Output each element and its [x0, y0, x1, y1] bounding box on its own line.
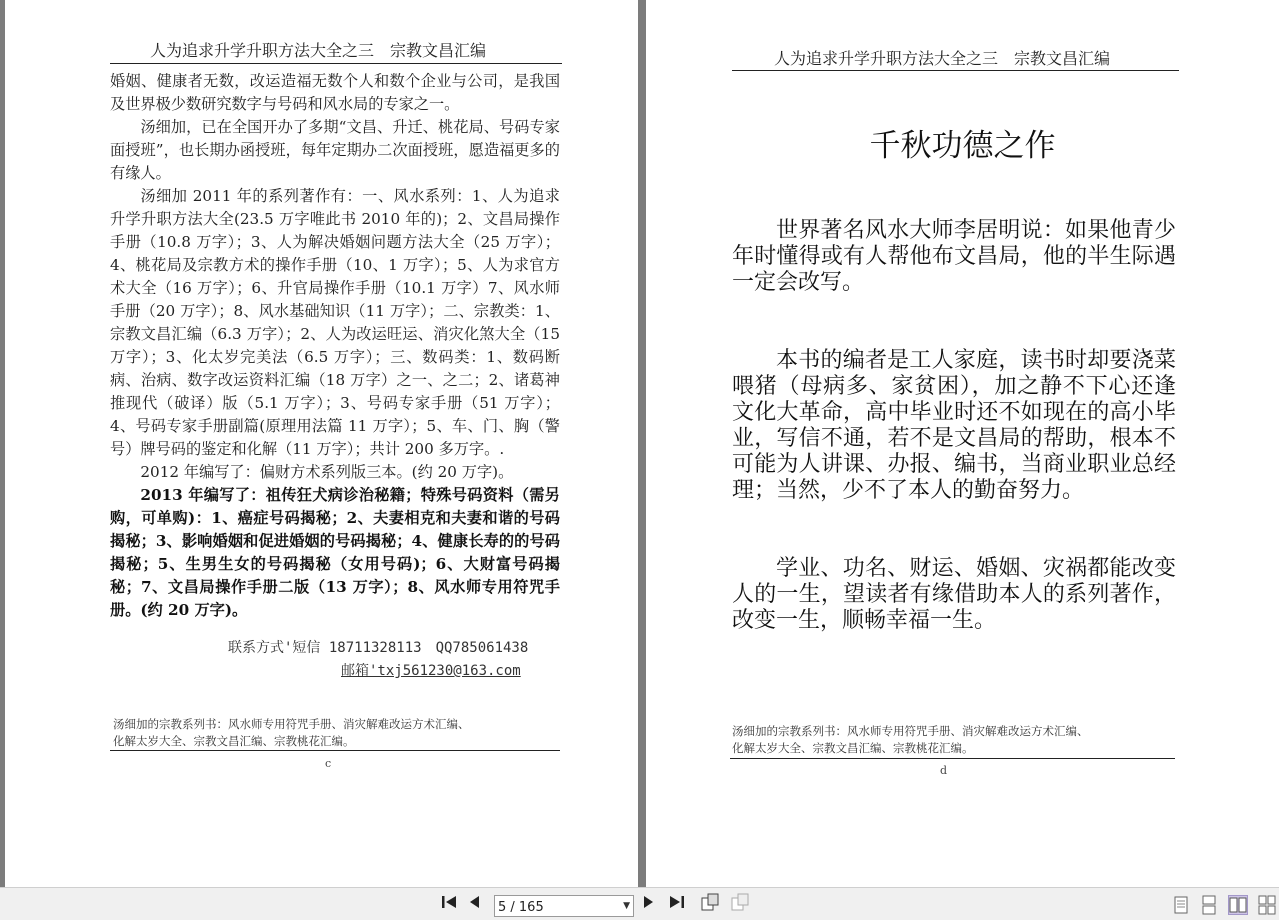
chevron-down-icon[interactable]: ▼ [623, 901, 630, 911]
next-page-icon[interactable] [642, 892, 656, 917]
paragraph: 2012 年编写了：偏财方术系列版三本。(约 20 万字)。 [140, 463, 514, 481]
rotate-icon[interactable] [700, 892, 720, 917]
footer-note-line2: 化解太岁大全、宗教文昌汇编、宗教桃花汇编。 [113, 734, 355, 748]
pdf-page-right [646, 0, 1279, 887]
paragraph: 世界著名风水大师李居明说：如果他青少年时懂得或有人帮他布文昌局，他的半生际遇一定会改写。 [732, 218, 1176, 295]
running-header: 人为追求升学升职方法大全之三 宗教文昌汇编 [774, 49, 1111, 68]
email-line: 邮箱'txj561230@163.com [341, 663, 521, 679]
single-page-icon[interactable] [1171, 895, 1191, 915]
two-page-continuous-icon[interactable] [1257, 895, 1277, 915]
footer-note-line1: 汤细加的宗教系列书：风水师专用符咒手册、消灾解难改运方术汇编、 [732, 724, 1089, 738]
last-page-icon[interactable] [668, 892, 686, 917]
running-header: 人为追求升学升职方法大全之三 宗教文昌汇编 [150, 41, 487, 60]
paragraph: 本书的编者是工人家庭，读书时却要浇菜喂猪（母病多、家贫困），加之静不下心还逢文化大革命，高中毕业时还不如现在的高小毕业，写信不通，若不是文昌局的帮助，根本不可能为人讲课、办报、编书，当商业职业总经理；当然，少不了本人的勤奋努力。 [732, 348, 1176, 503]
paragraph: 汤细加，已在全国开办了多期“文昌、升迁、桃花局、号码专家面授班”，也长期办函授班，每年定期办二次面授班，愿造福更多的有缘人。 [110, 118, 560, 182]
page-title: 千秋功德之作 [869, 128, 1056, 164]
rotate-disabled-icon[interactable] [730, 892, 750, 917]
header-rule [732, 70, 1179, 71]
paragraph-bold: 2013 年编写了：祖传狂犬病诊治秘籍；特殊号码资料（需另购，可单购)：1、癌症号码揭秘；2、夫妻相克和夫妻和谐的号码揭秘；3、影响婚姻和促进婚姻的号码揭秘；4、健康长寿的的号码揭秘；5、生男生女的号码揭秘（女用号码)；6、大财富号码揭秘；7、文昌局操作手册二版（13 万字）；8、风水师专用符咒手册。(约 20 万字)。 [110, 486, 560, 619]
pdf-page-left [5, 0, 638, 887]
two-page-icon[interactable] [1228, 895, 1248, 915]
page-letter: c [325, 757, 332, 770]
prev-page-icon[interactable] [467, 892, 481, 917]
footer-note-line1: 汤细加的宗教系列书：风水师专用符咒手册、消灾解难改运方术汇编、 [113, 717, 470, 731]
paragraph: 汤细加 2011 年的系列著作有：一、风水系列：1、人为追求升学升职方法大全(23.5 万字唯此书 2010 年的)；2、文昌局操作手册（10.8 万字）；3、人为解决婚姻问题方法大全（25 万字）；4、桃花局及宗教方术的操作手册（10、1 万字）；5、人为求官方术大全（16 万字）；6、升官局操作手册（10.1 万字）7、风水师手册（20 万字）；8、风水基础知识（11 万字）；二、宗教类：1、宗教文昌汇编（6.3 万字）；2、人为改运旺运、消灾化煞大全（15 万字）；3、化太岁完美法（6.5 万字）；三、数码类：1、数码断病、治病、数字改运资料汇编（18 万字）之一、之二；2、诸葛神推现代（破译）版（5.1 万字）；3、号码专家手册（51 万字）；4、号码专家手册副篇(原理用法篇 11 万字）；5、车、门、胸（警号）牌号码的鉴定和化解（11 万字）；共计 200 多万字。. [110, 187, 560, 458]
footer-rule [730, 758, 1175, 759]
paragraph: 学业、功名、财运、婚姻、灾祸都能改变人的一生，望读者有缘借助本人的系列著作，改变一生，顺畅幸福一生。 [732, 556, 1176, 633]
viewer-toolbar [0, 887, 1279, 920]
page-number-input[interactable] [495, 898, 616, 918]
page-letter: d [940, 764, 948, 777]
header-rule [110, 63, 562, 64]
paragraph: 婚姻、健康者无数，改运造福无数个人和数个企业与公司，是我国及世界极少数研究数字与号码和风水局的专家之一。 [110, 72, 560, 113]
contact-line: 联系方式'短信 18711328113 QQ785061438 [228, 640, 529, 656]
continuous-icon[interactable] [1199, 895, 1219, 915]
first-page-icon[interactable] [440, 892, 458, 917]
page-number-field[interactable] [494, 895, 634, 917]
footer-note-line2: 化解太岁大全、宗教文昌汇编、宗教桃花汇编。 [732, 741, 974, 755]
footer-rule [110, 750, 560, 751]
page-body [110, 70, 560, 622]
